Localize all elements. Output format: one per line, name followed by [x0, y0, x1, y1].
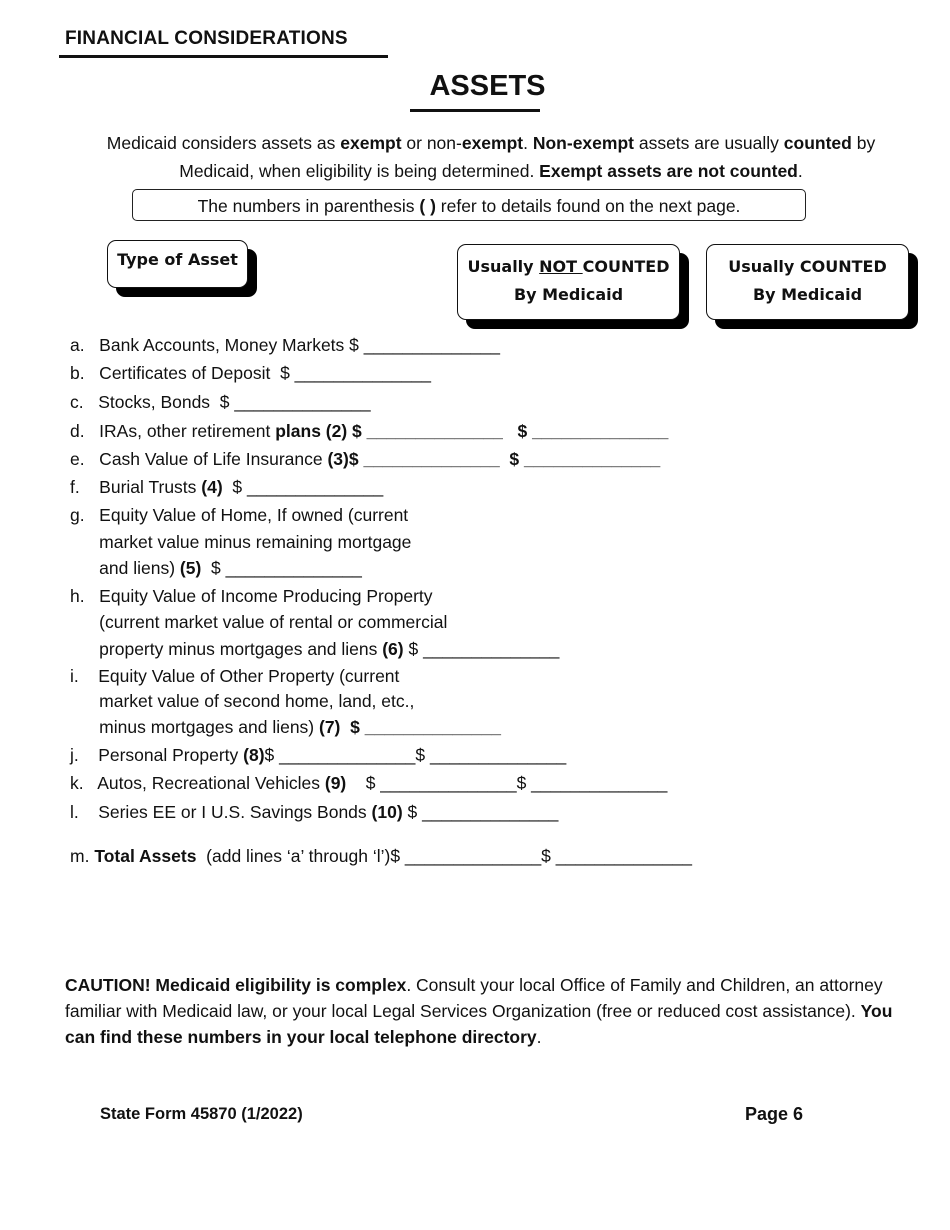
intro-bold: exempt	[340, 133, 402, 153]
asset-amount-fields: (7) $ ______________	[319, 717, 501, 737]
page-title: ASSETS	[429, 70, 546, 102]
asset-amount-fields: $ ______________$ ______________	[346, 773, 668, 793]
intro-bold: Non-exempt	[532, 133, 634, 153]
asset-line-i3	[70, 714, 501, 740]
section-title: FINANCIAL CONSIDERATIONS	[65, 28, 348, 49]
asset-label: j. Personal Property	[70, 745, 244, 765]
asset-label: minus mortgages and liens)	[70, 717, 319, 737]
column-header-line: By Medicaid	[513, 285, 624, 304]
total-assets-label: Total Assets	[94, 846, 197, 866]
intro-text: or non-	[401, 133, 462, 153]
asset-amount-fields: (add lines ‘a’ through ‘l’)$ ______________$ ______________	[196, 846, 693, 866]
asset-line-h3	[70, 636, 559, 662]
note-parenthesis: ( )	[419, 196, 436, 216]
asset-line-c: c. Stocks, Bonds $ ______________	[70, 392, 371, 412]
asset-line-e	[70, 446, 660, 472]
intro-bold: Exempt assets are not counted	[539, 161, 798, 181]
caution-text: .	[536, 1027, 542, 1047]
note-text: The numbers in parenthesis	[197, 196, 420, 216]
asset-amount-fields: plans (2) $ ______________ $ ______________	[275, 421, 669, 441]
caution-paragraph	[65, 972, 895, 1050]
asset-line-f	[70, 474, 383, 500]
asset-line-b: b. Certificates of Deposit $ ______________	[70, 363, 431, 383]
section-title-underline	[59, 55, 388, 58]
form-id: State Form 45870 (1/2022)	[100, 1105, 303, 1123]
intro-text: Medicaid considers assets as	[106, 133, 341, 153]
asset-label: l. Series EE or I U.S. Savings Bonds	[70, 802, 372, 822]
column-header-type-of-asset	[107, 240, 248, 288]
column-header-label: Type of Asset	[117, 250, 238, 269]
asset-line-k	[70, 770, 667, 796]
column-header-counted	[706, 244, 909, 320]
asset-line-j	[70, 742, 566, 768]
asset-label: f. Burial Trusts	[70, 477, 202, 497]
asset-reference: (4)	[201, 477, 223, 497]
asset-line-total	[70, 843, 692, 869]
caution-bold: You can find these numbers in your local telephone directory	[65, 1001, 893, 1047]
asset-label: d. IRAs, other retirement	[70, 421, 276, 441]
asset-line-a: a. Bank Accounts, Money Markets $ ______________	[70, 335, 501, 355]
asset-line-h2: (current market value of rental or commercial	[70, 612, 448, 632]
asset-label: e. Cash Value of Life Insurance	[70, 449, 328, 469]
asset-reference: (5)	[179, 558, 202, 578]
column-header-label: COUNTED	[582, 257, 670, 276]
intro-bold: counted	[783, 133, 852, 153]
note-box	[132, 189, 806, 221]
asset-line-g1: g. Equity Value of Home, If owned (current	[70, 505, 409, 525]
asset-reference: (6)	[382, 639, 404, 659]
asset-amount-fields: $ ______________	[222, 477, 384, 497]
intro-text: .	[797, 161, 803, 181]
asset-line-i2: market value of second home, land, etc.,	[70, 691, 415, 711]
asset-label: property minus mortgages and liens	[70, 639, 383, 659]
asset-label: k. Autos, Recreational Vehicles	[70, 773, 325, 793]
note-text: refer to details found on the next page.	[435, 196, 741, 216]
column-header-emphasis: NOT	[539, 257, 583, 276]
column-header-line: By Medicaid	[752, 285, 863, 304]
column-header-label: Usually	[467, 257, 540, 276]
asset-line-d	[70, 418, 668, 444]
caution-bold: CAUTION! Medicaid eligibility is complex	[65, 975, 407, 995]
intro-text: by Medicaid, when eligibility is being determined.	[179, 133, 876, 181]
intro-text: .	[523, 133, 533, 153]
column-header-line	[458, 253, 679, 281]
asset-line-h1: h. Equity Value of Income Producing Property	[70, 586, 433, 606]
column-header-line: Usually COUNTED	[728, 257, 887, 276]
asset-amount-fields: $ ______________	[402, 802, 559, 822]
asset-reference: (10)	[371, 802, 403, 822]
intro-paragraph	[70, 129, 912, 185]
asset-amount-fields: $ ______________	[403, 639, 560, 659]
intro-bold: exempt	[461, 133, 524, 153]
asset-line-g2: market value minus remaining mortgage	[70, 532, 412, 552]
asset-amount-fields: $ ______________$ ______________	[264, 745, 567, 765]
asset-label: m.	[70, 846, 95, 866]
intro-text: assets are usually	[633, 133, 784, 153]
asset-line-i1: i. Equity Value of Other Property (current	[70, 666, 400, 686]
asset-reference: (8)	[243, 745, 265, 765]
asset-line-g3	[70, 555, 362, 581]
asset-amount-fields: (3)$ ______________ $ ______________	[327, 449, 661, 469]
caution-text: . Consult your local Office of Family and Children, an attorney familiar with Medicaid law, or your local Legal Services Organization (free or reduced cost assistance).	[65, 975, 883, 1021]
asset-line-l	[70, 799, 558, 825]
asset-label: and liens)	[70, 558, 180, 578]
page-title-underline	[410, 109, 540, 112]
column-header-not-counted	[457, 244, 680, 320]
asset-amount-fields: $ ______________	[201, 558, 362, 578]
asset-reference: (9)	[324, 773, 347, 793]
page-number: Page 6	[745, 1104, 804, 1124]
